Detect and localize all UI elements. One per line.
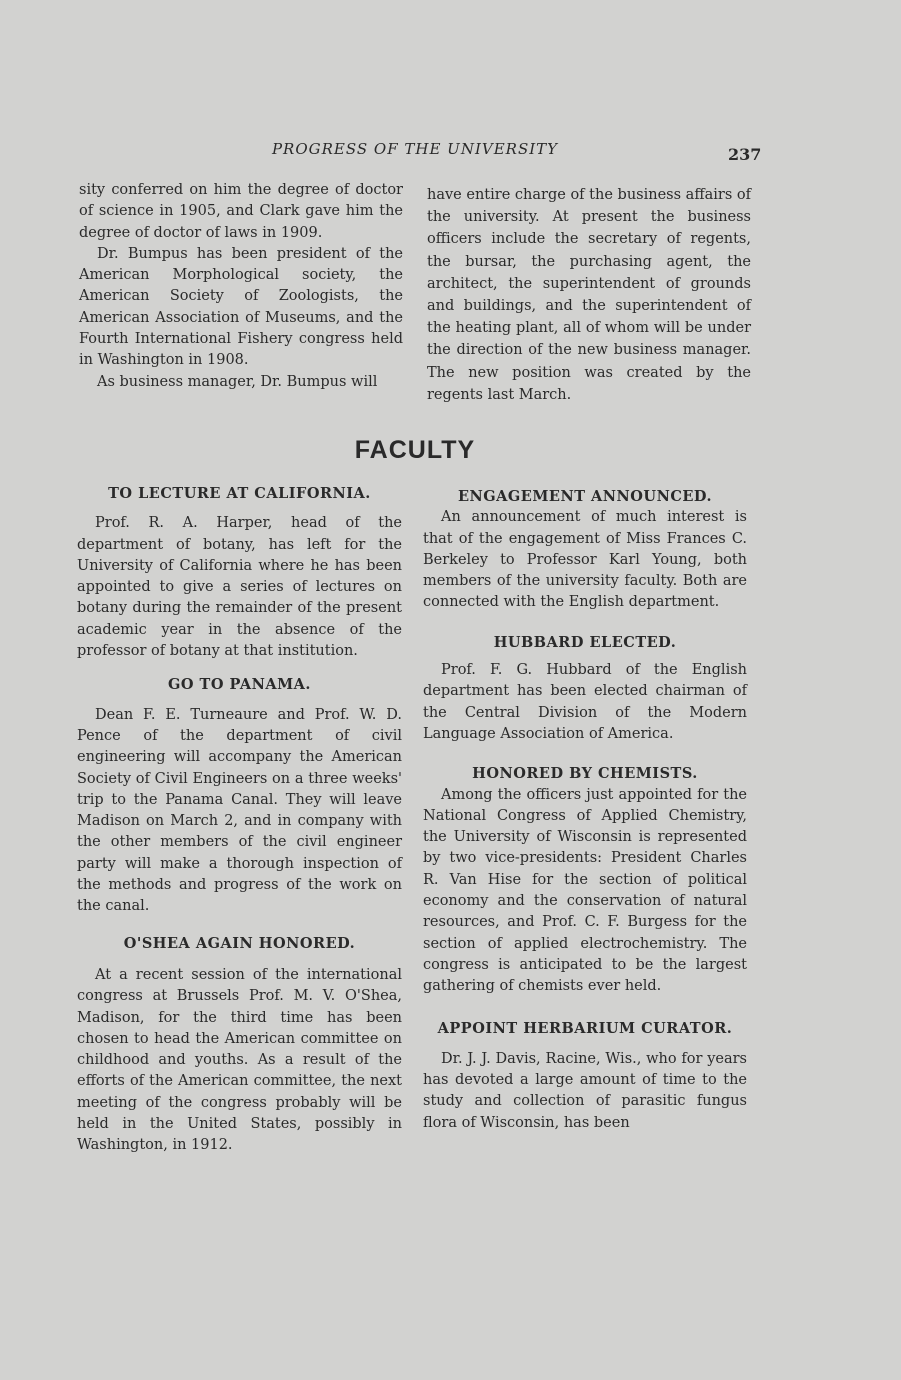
- right-column: [423, 486, 747, 1134]
- article-body: At a recent session of the international congress at Brussels Prof. M. V. O'Shea, Madison, for the third time has been chosen to head the American committee on childhood and youths. As a result of the efforts of the American committee, the next meeting of the congress probably will be held in the United States, possibly in Washington, in 1912.: [77, 966, 402, 1154]
- paragraph: sity conferred on him the degree of doctor of science in 1905, and Clark gave him the degree of doctor of laws in 1909.: [79, 182, 403, 241]
- article-body: Among the officers just appointed for the National Congress of Applied Chemistry, the University of Wisconsin is represented by two vice-presidents: President Charles R. Van Hise for the section of political economy and the conservation of natural resources, and Prof. C. F. Burgess for the section of applied electrochemistry. The congress is anticipated to be the largest gathering of chemists ever held.: [423, 786, 747, 995]
- left-column: [77, 483, 402, 1157]
- article-body: Prof. F. G. Hubbard of the English department has been elected chairman of the Central Division of the Modern Language Association of America.: [423, 662, 747, 742]
- page-number: 237: [728, 145, 762, 164]
- article-heading: GO TO PANAMA.: [168, 676, 311, 694]
- article-heading: O'SHEA AGAIN HONORED.: [123, 934, 356, 952]
- paragraph: As business manager, Dr. Bumpus will: [97, 373, 378, 390]
- article-body: Dr. J. J. Davis, Racine, Wis., who for years has devoted a large amount of time to the study and collection of parasitic fungus flora of Wisconsin, has been: [423, 1050, 747, 1131]
- article-heading: HONORED BY CHEMISTS.: [472, 765, 698, 783]
- article-heading: APPOINT HERBARIUM CURATOR.: [437, 1019, 733, 1037]
- paragraph: have entire charge of the business affairs of the university. At present the business officers include the secretary of regents, the bursar, the purchasing agent, the architect, the superintendent of grounds and buildings, and the superintendent of the heating plant, all of whom will be under the direction of the new business manager. The new position was created by the regents last March.: [427, 187, 751, 403]
- article-body: An announcement of much interest is that of the engagement of Miss Frances C. Berkeley to Professor Karl Young, both members of the university faculty. Both are connected with the English department.: [423, 509, 747, 611]
- article-heading: TO LECTURE AT CALIFORNIA.: [108, 485, 371, 502]
- section-title: FACULTY: [354, 436, 476, 464]
- article-heading: ENGAGEMENT ANNOUNCED.: [457, 488, 713, 505]
- paragraph: Dr. Bumpus has been president of the American Morphological society, the American Society of Zoologists, the American Association of Museums, and the Fourth International Fishery congress held in Washington in 1908.: [79, 245, 403, 369]
- article-body: Dean F. E. Turneaure and Prof. W. D. Pence of the department of civil engineering will accompany the American Society of Civil Engineers on a three weeks' trip to the Panama Canal. They will leave Madison on March 2, and in company with the other members of the civil engineer party will make a thorough inspection of the methods and progress of the work on the canal.: [77, 706, 402, 915]
- article-heading: HUBBARD ELECTED.: [493, 633, 677, 651]
- article-body: Prof. R. A. Harper, head of the department of botany, has left for the University of California where he has been appointed to give a series of lectures on botany during the remainder of the present academic year in the absence of the professor of botany at that institution.: [77, 515, 402, 660]
- top-left-column: [79, 180, 403, 393]
- running-head: PROGRESS OF THE UNIVERSITY: [271, 140, 559, 158]
- top-right-column: [427, 184, 751, 406]
